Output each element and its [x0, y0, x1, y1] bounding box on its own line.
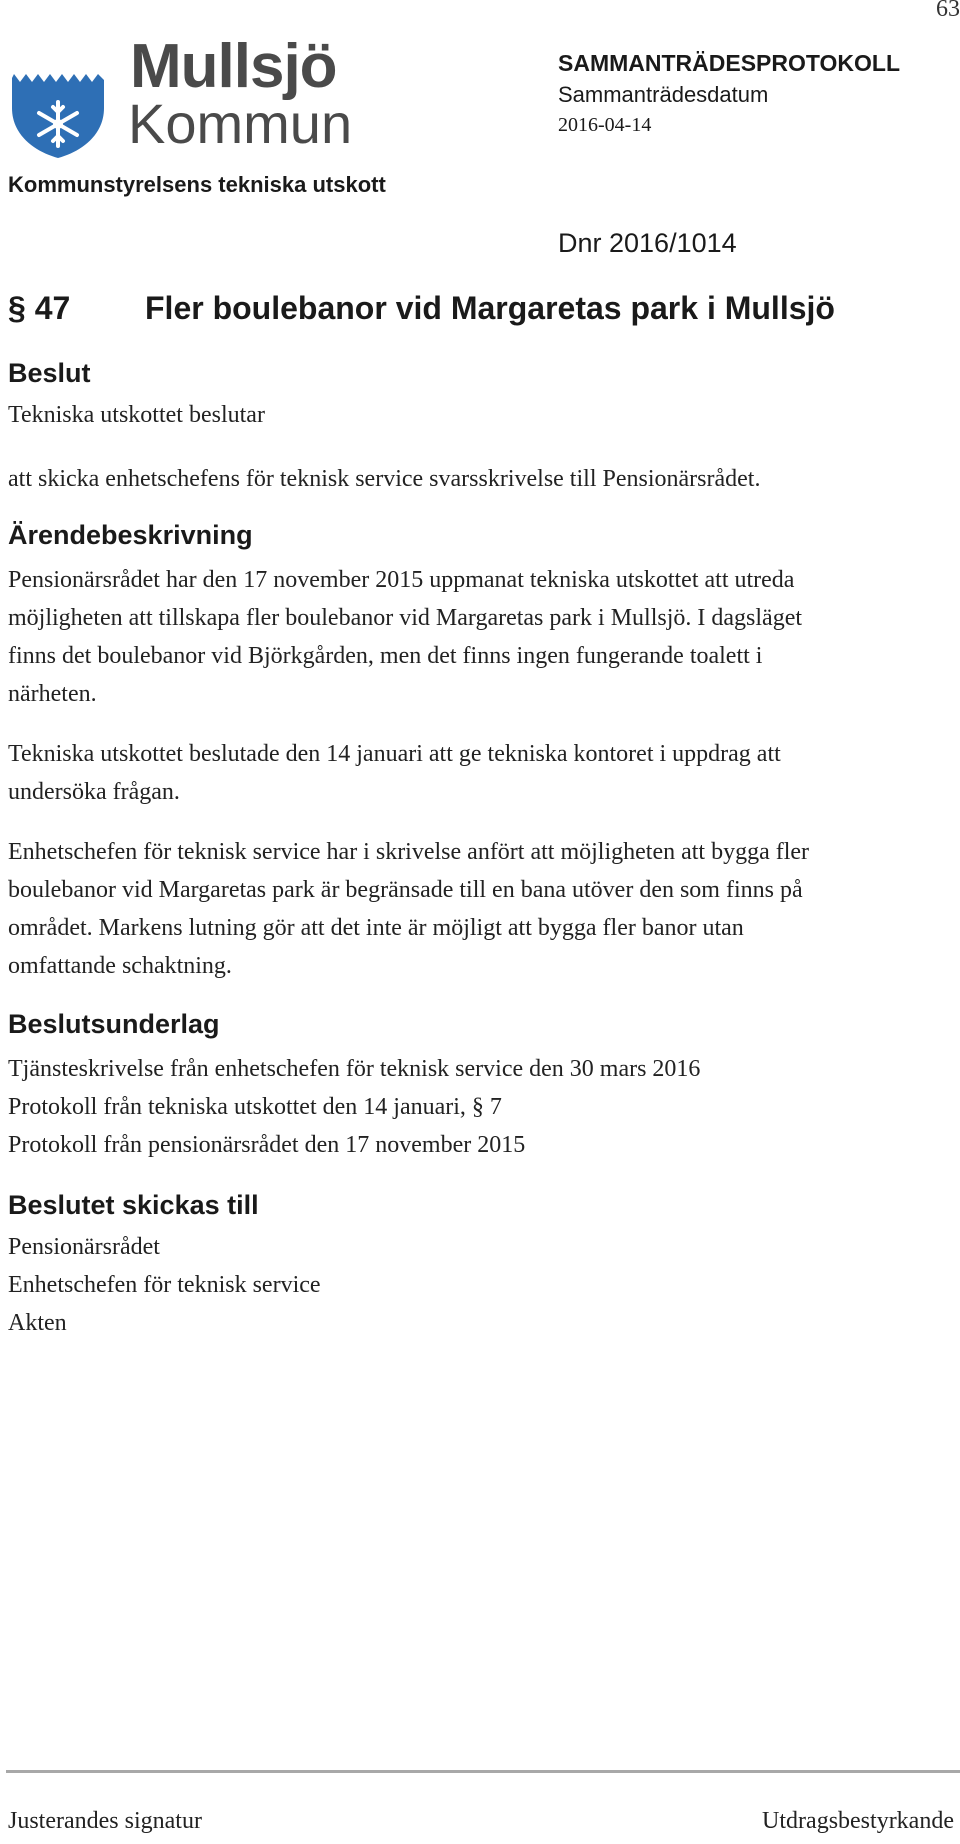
- basis-item: Protokoll från pensionärsrådet den 17 november 2015: [8, 1132, 526, 1158]
- description-line: undersöka frågan.: [8, 779, 180, 805]
- description-line: närheten.: [8, 681, 97, 707]
- description-line: omfattande schaktning.: [8, 953, 232, 979]
- signature-label: Justerandes signatur: [8, 1808, 202, 1834]
- recipient-item: Enhetschefen för teknisk service: [8, 1272, 321, 1298]
- page-title: Fler boulebanor vid Margaretas park i Mullsjö: [145, 290, 835, 326]
- footer-divider: [6, 1770, 960, 1773]
- description-line: möjligheten att tillskapa fler boulebanor vid Margaretas park i Mullsjö. I dagsläget: [8, 605, 803, 631]
- section-heading-skickas: Beslutet skickas till: [8, 1190, 259, 1220]
- page-number: 63: [936, 0, 960, 22]
- description-line: finns det boulebanor vid Björkgården, men det finns ingen fungerande toalett i: [8, 643, 763, 669]
- description-line: Enhetschefen för teknisk service har i skrivelse anfört att möjligheten att bygga fler: [8, 839, 810, 865]
- committee-name: Kommunstyrelsens tekniska utskott: [8, 172, 386, 197]
- logo-name-line1: Mullsjö: [130, 32, 337, 101]
- recipient-item: Pensionärsrådet: [8, 1234, 160, 1260]
- certification-label: Utdragsbestyrkande: [762, 1808, 954, 1834]
- description-line: området. Markens lutning gör att det inte är möjligt att bygga fler banor utan: [8, 915, 744, 941]
- paragraph-number: § 47: [8, 290, 71, 326]
- beslut-decision: att skicka enhetschefens för teknisk service svarsskrivelse till Pensionärsrådet.: [8, 466, 761, 492]
- section-heading-beslut: Beslut: [8, 358, 91, 388]
- description-line: boulebanor vid Margaretas park är begränsade till en bana utöver den som finns på: [8, 877, 803, 903]
- section-heading-arendebeskrivning: Ärendebeskrivning: [8, 520, 253, 550]
- protocol-title: SAMMANTRÄDESPROTOKOLL: [558, 50, 901, 76]
- basis-item: Protokoll från tekniska utskottet den 14 januari, § 7: [8, 1094, 502, 1120]
- basis-item: Tjänsteskrivelse från enhetschefen för teknisk service den 30 mars 2016: [8, 1056, 701, 1082]
- description-line: Pensionärsrådet har den 17 november 2015 uppmanat tekniska utskottet att utreda: [8, 567, 795, 593]
- meeting-date-label: Sammanträdesdatum: [558, 82, 769, 107]
- recipient-item: Akten: [8, 1310, 67, 1336]
- meeting-date: 2016-04-14: [558, 114, 652, 136]
- description-line: Tekniska utskottet beslutade den 14 januari att ge tekniska kontoret i uppdrag att: [8, 741, 781, 767]
- shield-emblem-icon: [8, 44, 108, 160]
- logo-name-line2: Kommun: [128, 92, 353, 155]
- municipality-logo: [8, 44, 108, 160]
- case-number: Dnr 2016/1014: [558, 228, 737, 258]
- beslut-intro: Tekniska utskottet beslutar: [8, 402, 265, 428]
- section-heading-beslutsunderlag: Beslutsunderlag: [8, 1009, 220, 1039]
